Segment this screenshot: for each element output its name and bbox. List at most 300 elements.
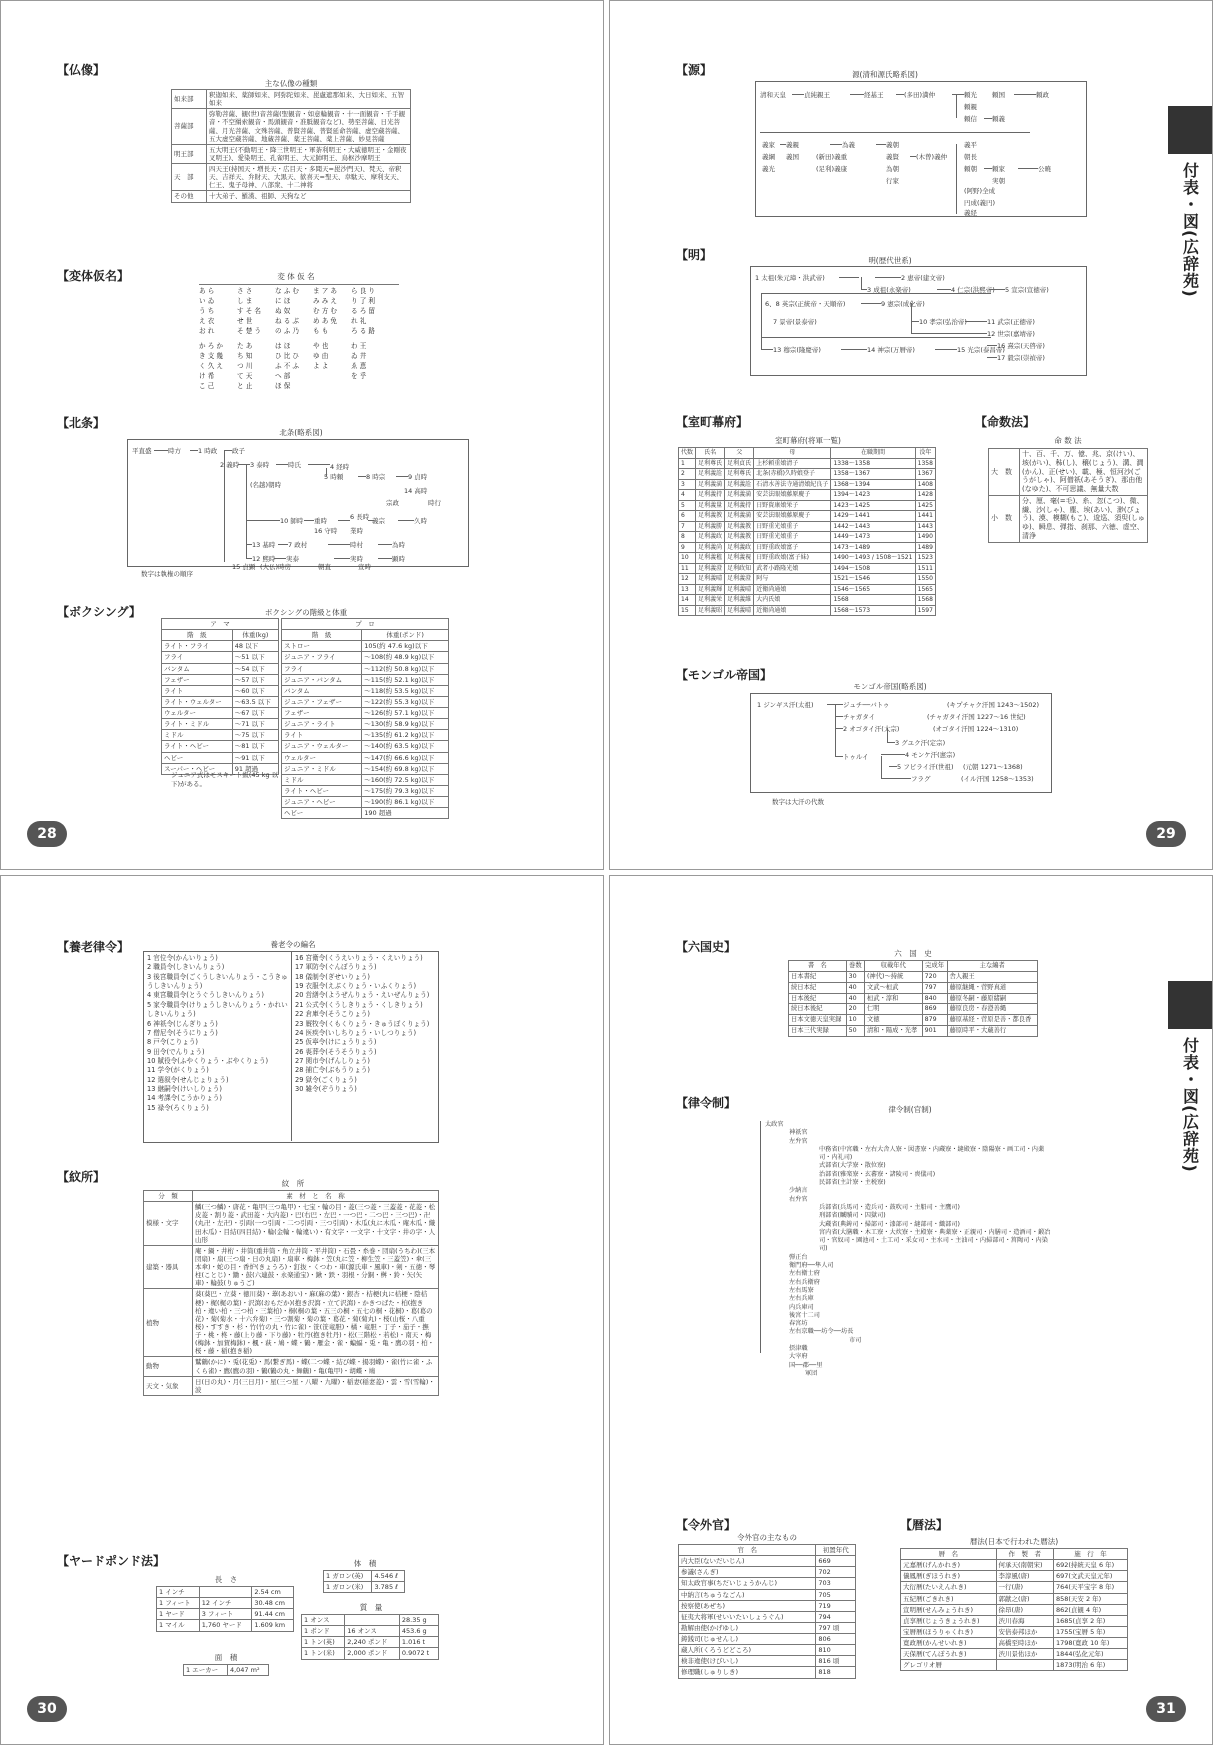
cell: 6 [679,511,696,522]
table-row [144,1289,439,1357]
genealogy-name: 義国 [786,153,799,161]
table-row [282,696,449,707]
table-row [144,1357,439,1376]
cell: 1 ポンド [302,1626,345,1637]
genealogy-name: 4 経時 [330,463,350,471]
table-row [679,605,936,616]
list-item: 28 捕亡令(ぶもうりょう) [295,1066,370,1075]
list-item: 刑部省(贓贖司・囚獄司) [819,1212,886,1220]
text-cell: 鱗(三つ鱗)・唐花・亀甲(三つ亀甲)・七宝・輪の目・菱(三つ菱・三蓋菱・花菱・松皮菱・割り菱・武田菱・大内菱)・巴(右巴・左巴・一つ巴・二つ巴・三つ巴)・卍(丸卍・左卍)・引両(一つ引両・二つ引両・三つ引両)・木瓜(丸に木瓜・庵木瓜・織田木瓜)・目結(四目結)・輪(金輪・輪違い)・有文字・一文字・十文字・井の字・人山形 [193,1202,439,1246]
list-item: 12 選叙令(せんじょりょう) [147,1075,229,1084]
cell: 1408 [915,479,935,490]
table-row [679,1556,856,1567]
cell: 1685(貞享 2 年) [1053,1615,1127,1626]
cell: 1546〜1565 [831,584,915,595]
table-row [172,90,411,109]
cell: 勘解由使(かげゆし) [679,1622,816,1633]
cell: 近衛尚通娘 [754,605,831,616]
cell: 足利義昭 [696,605,725,616]
cell: 〜67 以下 [232,708,278,719]
hentai-glyph: ほ 保 [275,382,291,391]
genealogy-line [190,450,198,451]
cell: 北条(赤橋)久時娘登子 [754,469,831,480]
heading-meisuho: 【命数法】 [975,415,1036,429]
cell: 〜115(約 52.1 kg)以下 [362,674,449,685]
hentai-glyph: と 止 [237,382,253,391]
genealogy-name: 為朝 [886,165,899,173]
genealogy-name: チャガタイ [843,713,876,721]
cell: 〜71 以下 [232,719,278,730]
list-item: 治部省(雅楽寮・玄蕃寮・諸陵司・喪儀司) [819,1170,936,1178]
genealogy-line [987,345,997,346]
table-row [789,982,1038,993]
cell: 〜108(約 48.9 kg)以下 [362,652,449,663]
yoro-right-list [295,954,437,1094]
genealogy-name: 頼政 [1036,91,1049,99]
shosu-label: 小 数 [989,495,1020,542]
ritsuryo-spine [760,1121,761,1353]
genealogy-name: 14 高時 [404,487,428,495]
table-row [901,1582,1128,1593]
hentai-glyph: き 支 幾 [199,352,223,361]
cell [199,1587,252,1598]
genealogy-line [246,520,280,521]
cell: 〜175(約 79.3 kg)以下 [362,785,449,796]
table-row [679,1578,856,1589]
genealogy-line [396,476,408,477]
list-item: 2 職員令(しきいんりょう) [147,963,225,972]
cell: 1429〜1441 [831,511,915,522]
table-row [172,164,411,191]
cell: 足利義持 [696,490,725,501]
cell: 1 ヤード [157,1609,200,1620]
hentai-glyph: い ゐ [199,296,215,305]
table-row [282,652,449,663]
list-item: 19 衣服令(えぶくりょう・いふくりょう) [295,982,417,991]
page-number: 28 [27,821,67,847]
genealogy-line [937,289,951,290]
table-row [282,730,449,741]
table-row [789,1026,1038,1037]
table-row [901,1626,1128,1637]
cell: 安芸法眼娘藤原慶子 [754,490,831,501]
side-tab-text: 付表・図(広辞苑) [1180,162,1200,298]
cell: 12 インチ [199,1598,252,1609]
table-row [282,708,449,719]
hentai-glyph: そ 楚 う [237,326,261,335]
table-row [901,1560,1128,1571]
column-header: 収載年代 [864,961,922,972]
genealogy-name: 7 景帝(景泰帝) [773,318,817,326]
cell: 藤原冬嗣・藤原緒嗣 [947,993,1038,1004]
category-cell: 動物 [144,1357,193,1376]
table-row [679,563,936,574]
cell: 足利義満 [696,479,725,490]
column-header: 完成年 [922,961,947,972]
cell: 105(約 47.6 kg)以下 [362,641,449,652]
hentai-glyph: た あ [237,342,253,351]
cell: 足利義栄 [696,595,725,606]
table-boxing-pro [281,618,449,819]
caption-minamoto: 源(清和源氏略系図) [852,70,918,79]
table-row [679,553,936,564]
heading-mongol: 【モンゴル帝国】 [676,668,773,682]
list-item: 民部省(主計寮・主税寮) [819,1179,886,1187]
cell: 按察使(あぜち) [679,1600,816,1611]
cell: 石清水善法寺通清娘紀良子 [754,479,831,490]
hentai-glyph: お れ [199,326,215,335]
hentai-glyph: す そ 名 [237,306,261,315]
table-row [901,1593,1128,1604]
table-row [679,469,936,480]
genealogy-name: (新田)義重 [816,153,848,161]
genealogy-line [881,756,882,778]
genealogy-name: 13 穆宗(隆慶帝) [773,346,821,354]
column-header: 初置年代 [816,1545,856,1556]
cell: 11 [679,563,696,574]
cell: 3 フィート [199,1609,252,1620]
genealogy-name: ジュチ──バトゥ [843,701,890,709]
cell: 渋川景佑ほか [996,1649,1053,1660]
list-item: 3 後宮職員令(ごくうしきいんりょう・こうきゅうしきいんりょう) [147,972,288,991]
hentai-row [199,287,399,336]
table-row [162,708,279,719]
list-item: 太政官 [765,1121,784,1128]
column-header: 施 行 年 [1053,1549,1127,1560]
table-ryoge [678,1544,856,1679]
pro-label: プ ロ [282,619,449,630]
genealogy-line [246,558,252,559]
cell: 1568 [831,595,915,606]
caption-butsuzo: 主な仏像の種類 [264,79,318,88]
list-item: 15 禄令(ろくりょう) [147,1103,209,1112]
cell: 足利尊氏 [725,469,754,480]
page-31 [609,875,1213,1745]
genealogy-name: 7 政村 [288,541,308,549]
genealogy-name: 義親 [786,141,799,149]
cell: 40 [846,993,864,1004]
yoro-left-list [147,954,289,1113]
table-row [162,730,279,741]
cell: ヘビー [162,752,233,763]
cell: 30 [846,971,864,982]
genealogy-name: 6、8 英宗(正統帝・天順帝) [765,300,846,308]
cell: 30.48 cm [252,1598,294,1609]
genealogy-line [224,450,232,451]
table-row [679,1589,856,1600]
table-row [302,1648,439,1659]
cell: 桓武・淳和 [864,993,922,1004]
column-header: 母 [754,448,831,459]
ama-label: ア マ [162,619,279,630]
cell: 705 [816,1589,856,1600]
genealogy-name: 義経 [964,209,977,217]
cell: 足利義澄 [725,574,754,585]
genealogy-name: 頼親 [964,103,977,111]
table-row [282,763,449,774]
hentai-glyph: ろ る 路 [351,326,375,335]
cell: 李淳風(唐) [996,1571,1053,1582]
genealogy-name: 4 仁宗(洪熙帝) [951,286,995,294]
cell: 〜54 以下 [232,663,278,674]
table-area [183,1664,269,1676]
table-row [172,144,411,163]
caption-hojo: 北条(略系図) [279,428,323,437]
heading-hentai: 【変体仮名】 [57,269,130,283]
cell: 1873(明治 6 年) [1053,1660,1127,1671]
cell: 1.609 km [252,1620,294,1631]
table-row [282,719,449,730]
cell: 1338〜1358 [831,458,915,469]
genealogy-line [887,742,895,743]
cell: 901 [922,1026,947,1037]
cell: 足利尊氏 [696,458,725,469]
cell: 10 [846,1015,864,1026]
cell: 40 [846,982,864,993]
caption-yoro: 養老令の編名 [270,940,316,949]
genealogy-line [889,766,897,767]
hentai-glyph: つ 川 [237,362,253,371]
hentai-glyph: ゐ 井 [351,352,367,361]
cell: 渋川春海 [996,1615,1053,1626]
genealogy-name: 貞純親王 [804,91,830,99]
hentai-glyph: よ よ [313,362,329,371]
cell: 足利義満 [725,511,754,522]
list-item: 5 家令職員令(けりょうしきいんりょう・かれいしきいんりょう) [147,1000,288,1019]
genealogy-line [861,289,867,290]
hentai-glyph: わ 王 [351,342,367,351]
hentai-glyph: れ 礼 [351,316,367,325]
page-30 [0,875,604,1745]
genealogy-name: 16 熹宗(天啓帝) [997,342,1045,350]
table-row [679,542,936,553]
list-item: 21 公式令(くうしきりょう・くしきりょう) [295,1000,423,1009]
genealogy-name: 頼義 [992,115,1005,123]
mongol-genealogy [750,693,1052,793]
col-taiju-kg: 体重(kg) [232,630,278,641]
hentai-glyph: ね る ぶ [275,316,299,325]
cell: 征夷大将軍(せいいたいしょうぐん) [679,1611,816,1622]
genealogy-name: (大仏)時房 [260,563,292,571]
table-row [162,641,279,652]
cell: 〜60 以下 [232,685,278,696]
genealogy-name: 為義 [842,141,855,149]
list-item: 9 田令(でんりょう) [147,1047,205,1056]
genealogy-line [238,464,250,465]
cell: 足利政知 [725,563,754,574]
genealogy-name: 政子 [232,447,245,455]
list-item: 20 営繕令(ようぜんりょう・えいぜんりょう) [295,991,430,1000]
cell: バンタム [162,663,233,674]
genealogy-name: 3 グユク汗(定宗) [895,739,946,747]
cell: 検非違使(けびいし) [679,1656,816,1667]
hentai-column [275,342,309,391]
cell: 5 [679,500,696,511]
list-item: 27 関市令(げんしりょう) [295,1056,370,1065]
table-row [162,696,279,707]
text-cell: 弥勒菩薩、観(世)音菩薩(聖観音・如意輪観音・十一面観音・千手観音・不空羂索観音・馬頭観音・准胝観音など)、勢至菩薩、日光菩薩、月光菩薩、文殊菩薩、普賢菩薩、普賢延命菩薩、虚空蔵菩薩、五大虚空蔵菩薩、地蔵菩薩、薬王菩薩、薬上菩薩、妙見菩薩 [207,109,411,145]
genealogy-name: (名越)朝時 [250,481,282,489]
heading-ryoge: 【令外官】 [676,1518,737,1532]
genealogy-name: 平直盛 [132,447,152,455]
table-row [162,741,279,752]
table-row [901,1660,1128,1671]
heading-ritsuryo: 【律令制】 [676,1096,737,1110]
list-item: 23 厩牧令(くもくりょう・きゅうぼくりょう) [295,1019,430,1028]
genealogy-name: 10 師時 [280,517,304,525]
genealogy-name: 2 義時 [220,461,240,469]
yoro-divider [291,951,292,1141]
genealogy-line [835,704,836,756]
hentai-column [313,287,347,336]
cell: 806 [816,1634,856,1645]
cell: 797 頃 [816,1622,856,1633]
cell: 879 [922,1015,947,1026]
list-item: 市司 [849,1336,862,1344]
category-cell: 明王部 [172,144,207,163]
cell: 818 [816,1667,856,1678]
cell: ジュニア・フェザー [282,696,362,707]
cell: 2,000 ポンド [345,1648,400,1659]
cell: 7 [679,521,696,532]
cell: 1 ガロン(米) [324,1582,372,1593]
cell: フライ [162,652,233,663]
table-row [162,719,279,730]
heading-butsuzo: 【仏像】 [57,63,106,77]
genealogy-name: 行家 [886,177,899,185]
cell: 794 [816,1611,856,1622]
cell: 1,760 ヤード [199,1620,252,1631]
hentai-glyph: ぬ 奴 [275,306,291,315]
cell: 内大臣(ないだいじん) [679,1556,816,1567]
genealogy-name: 5 フビライ汗(世祖) [897,763,954,771]
genealogy-name: 時村 [350,541,363,549]
cell: 4 [679,490,696,501]
cell: 徐昂(唐) [996,1604,1053,1615]
col-kaikyu-pro: 階 級 [282,630,362,641]
table-row [157,1598,294,1609]
caption-mongol: モンゴル帝国(略系図) [853,682,927,691]
category-cell: 天文・気象 [144,1376,193,1395]
genealogy-name: 3 成祖(永楽帝) [867,286,911,294]
table-row [679,511,936,522]
minamoto-genealogy [755,81,1087,217]
caption-volume: 体 積 [353,1559,377,1568]
table-row [302,1626,439,1637]
table-row [172,109,411,145]
cell: 2 [679,469,696,480]
cell: 清和・陽成・光孝 [864,1026,922,1037]
genealogy-name: 頼国 [992,91,1005,99]
cell: 〜91 以下 [232,752,278,763]
cell: 知太政官事(ちだいじょうかんじ) [679,1578,816,1589]
list-item: 左右兵庫 [789,1295,814,1303]
genealogy-name: (オゴタイ汗国 1224〜1310) [933,725,1019,733]
cell: 〜122(約 55.3 kg)以下 [362,696,449,707]
cell: 1844(弘化元年) [1053,1649,1127,1660]
cell: 14 [679,595,696,606]
cell: 〜126(約 57.1 kg)以下 [362,708,449,719]
list-item: 左右馬寮 [789,1286,814,1294]
column-header: 氏名 [696,448,725,459]
genealogy-name: 顕時 [392,555,405,563]
genealogy-name: 朝長 [964,153,977,161]
genealogy-line [761,349,773,350]
cell: 足利義詮 [725,479,754,490]
list-item: 4 東宮職員令(とうぐうしきいんりょう) [147,991,264,1000]
genealogy-name: 円成(義円) [964,199,996,207]
table-row [679,1645,856,1656]
text-cell: 四天王(持国天・増長天・広目天・多聞天=毘沙門天)、梵天、帝釈天、吉祥天、弁財天、大黒天、歓喜天=聖天、韋駄天、摩利支天、仁王、鬼子母神、八部衆、十二神将 [207,164,411,191]
cell: ミドル [282,774,362,785]
table-row [324,1571,405,1582]
text-cell: 庵・鍋・井桁・井筒(重井筒・角立井筒・平井筒)・石畳・糸巻・団扇(うちわ)(三本団扇)・扇(三つ扇・日の丸扇)・扇車・梅鉢・笠(丸に笠・柳生笠・三蓋笠)・傘(三本傘)・蛇の目・香炉(きょうろ)・釘抜・くつわ・車(源氏車・風車)・剣・五徳・琴柱(ことじ)・鋤・鼓(六連鼓・永楽通宝)・鍬・鉄・羽根・分銅・桝・鈴・矢(矢車)・輪鼓(りゅうご) [193,1245,439,1289]
cell: ライト [282,730,362,741]
genealogy-line [881,754,905,755]
cell: 1511 [915,563,935,574]
cell: 720 [922,971,947,982]
genealogy-line [841,349,867,350]
genealogy-line [887,728,888,742]
hentai-glyph: る ろ 留 [351,306,375,315]
column-header: 没年 [915,448,935,459]
table-row [901,1571,1128,1582]
genealogy-name: 業時 [350,527,363,535]
genealogy-name: 2 恵帝(建文帝) [901,274,945,282]
table-boxing-ama [161,618,279,775]
cell: ライト・ヘビー [162,741,233,752]
table-row [282,752,449,763]
cell: ジュニア・ミドル [282,763,362,774]
genealogy-line [358,476,366,477]
cell: 〜57 以下 [232,674,278,685]
cell: 仁明 [864,1004,922,1015]
list-item: 式部省(大学寮・散位寮) [819,1162,886,1170]
genealogy-name: (元朝 1271〜1368) [963,763,1023,771]
caption-muromachi: 室町幕府(将軍一覧) [775,436,841,445]
genealogy-name: 義賢 [886,153,899,161]
cell: 足利義政 [725,542,754,553]
hentai-glyph: む 方 む [313,306,337,315]
genealogy-name: 重時 [314,517,327,525]
cell: 足利義教 [696,511,725,522]
table-row [162,652,279,663]
heading-hojo: 【北条】 [57,416,106,430]
hentai-glyph: く 久 え [199,362,223,371]
genealogy-name: 5 時頼 [324,473,344,481]
cell: 702 [816,1567,856,1578]
genealogy-name: 義宗 [372,517,385,525]
hentai-column [313,342,347,391]
cell: 〜130(約 58.9 kg)以下 [362,719,449,730]
genealogy-name: 6 長時 [350,513,370,521]
genealogy-name: 9 貞時 [408,473,428,481]
hentai-glyph: な ふ む [275,287,299,295]
cell: 1358 [915,458,935,469]
cell: 日野重政娘富子 [754,542,831,553]
genealogy-name: トゥルイ [843,753,869,761]
cell: 10 [679,553,696,564]
cell: 武者小路隆光娘 [754,563,831,574]
cell: 28.35 g [399,1615,438,1626]
cell: ヘビー [282,808,362,819]
genealogy-name: 13 基時 [252,541,276,549]
hojo-genealogy [127,439,469,571]
cell: 2,240 ポンド [345,1637,400,1648]
cell: 1 トン(米) [302,1648,345,1659]
list-item: 大宰府 [789,1353,808,1361]
genealogy-line [274,558,286,559]
